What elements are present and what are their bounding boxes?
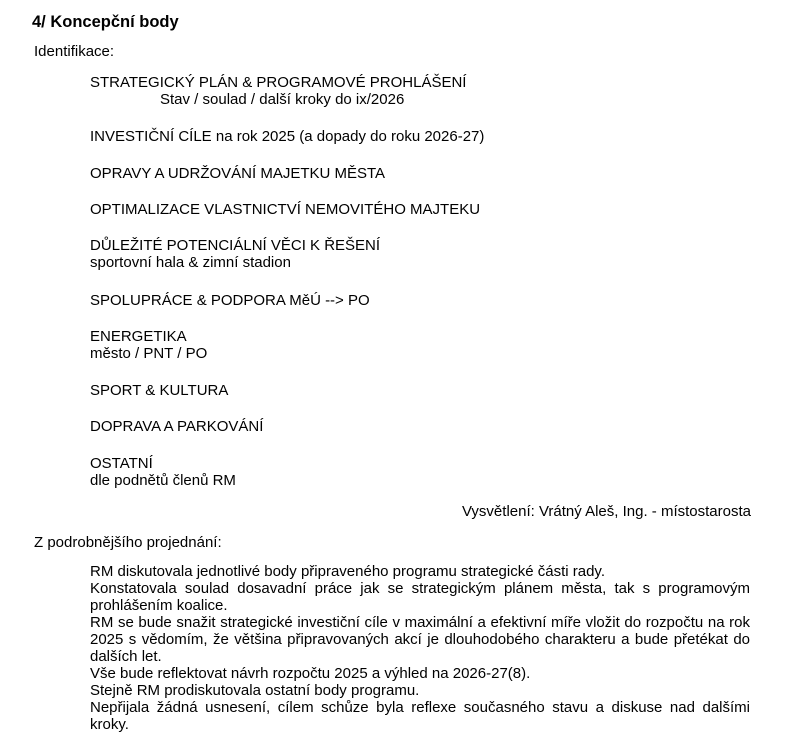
item-strategic-plan: [90, 74, 466, 108]
item-title: SPOLUPRÁCE & PODPORA MěÚ --> PO: [90, 292, 370, 309]
item-title: OSTATNÍ: [90, 455, 153, 472]
item-cooperation: [90, 292, 370, 309]
item-title: STRATEGICKÝ PLÁN & PROGRAMOVÉ PROHLÁŠENÍ: [90, 74, 467, 91]
identification-label: Identifikace:: [34, 43, 115, 60]
detail-label: Z podrobnějšího projednání:: [34, 534, 222, 551]
item-investment-goals: [90, 128, 484, 145]
discussion-paragraph: RM diskutovala jednotlivé body připraveného programu strategické části rady.: [90, 563, 605, 580]
discussion-text: [90, 563, 750, 733]
item-title: ENERGETIKA: [90, 328, 187, 345]
discussion-paragraph: Vše bude reflektovat návrh rozpočtu 2025 a výhled na 2026-27(8).: [90, 665, 531, 682]
item-other: [90, 455, 236, 489]
item-title: SPORT & KULTURA: [90, 382, 229, 399]
discussion-paragraph: RM se bude snažit strategické investiční cíle v maximální a efektivní míře vložit do rozpočtu na rok 2025 s vědomím, že většina připravovaných akcí je dlouhodobého charakteru a bude přetékat do dalších let.: [90, 614, 750, 665]
discussion-paragraph: Nepřijala žádná usnesení, cílem schůze byla reflexe současného stavu a diskuse nad dalšími kroky.: [90, 699, 750, 733]
item-important-issues: [90, 237, 380, 271]
item-subtitle: Stav / soulad / další kroky do ix/2026: [160, 91, 405, 108]
item-optimization: [90, 201, 480, 218]
item-title: INVESTIČNÍ CÍLE na rok 2025 (a dopady do roku 2026-27): [90, 128, 485, 145]
item-title: OPTIMALIZACE VLASTNICTVÍ NEMOVITÉHO MAJTEKU: [90, 201, 481, 218]
item-subtitle: sportovní hala & zimní stadion: [90, 254, 291, 271]
section-heading: 4/ Koncepční body: [32, 13, 179, 31]
item-title: DOPRAVA A PARKOVÁNÍ: [90, 418, 264, 435]
item-subtitle: město / PNT / PO: [90, 345, 208, 362]
item-subtitle: dle podnětů členů RM: [90, 472, 236, 489]
item-transport: [90, 418, 263, 435]
item-repairs: [90, 165, 385, 182]
item-energy: [90, 328, 207, 362]
discussion-paragraph: Konstatovala soulad dosavadní práce jak se strategickým plánem města, tak s programovým prohlášením koalice.: [90, 580, 750, 614]
item-title: DŮLEŽITÉ POTENCIÁLNÍ VĚCI K ŘEŠENÍ: [90, 237, 381, 254]
discussion-paragraph: Stejně RM prodiskutovala ostatní body programu.: [90, 682, 420, 699]
item-title: OPRAVY A UDRŽOVÁNÍ MAJETKU MĚSTA: [90, 165, 386, 182]
explanation-line: Vysvětlení: Vrátný Aleš, Ing. - místostarosta: [461, 503, 751, 520]
item-sport-culture: [90, 382, 228, 399]
